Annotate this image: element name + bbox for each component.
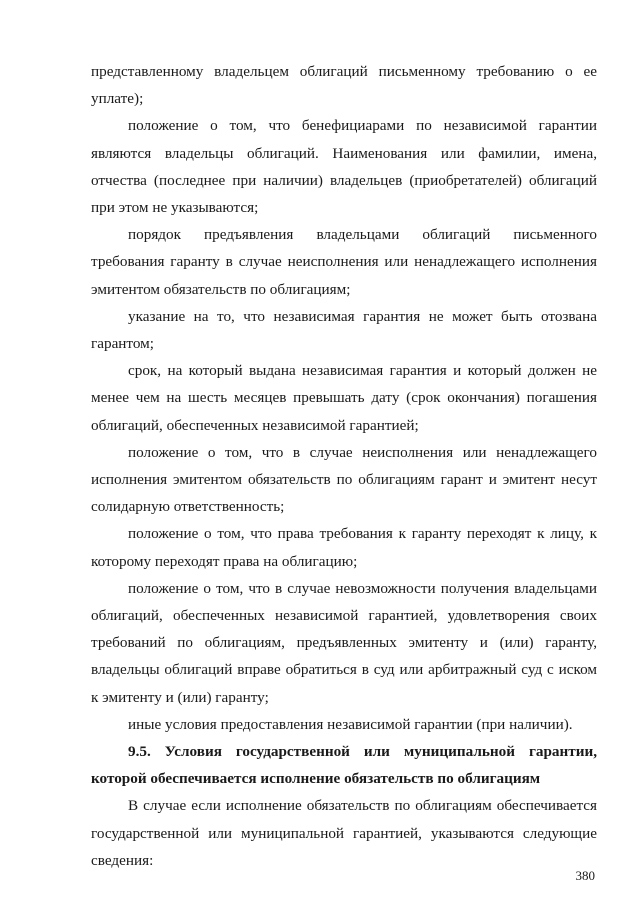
paragraph-court-recourse: положение о том, что в случае невозможности получения владельцами облигаций, обеспеченных независимой гарантией, удовлетворения своих требований по облигациям, предъявленных эмитенту и (или) гаранту, владельцы облигаций вправе обратиться в суд или арбитражный суд с иском к эмитенту и (или) гаранту; <box>91 579 597 706</box>
page-number: 380 <box>575 868 595 883</box>
paragraph-joint-liability: положение о том, что в случае неисполнения или ненадлежащего исполнения эмитентом обязательств по облигациям гарант и эмитент несут солидарную ответственность; <box>91 443 597 516</box>
paragraph-rights-transfer: положение о том, что права требования к гаранту переходят к лицу, к которому переходят права на облигацию; <box>91 525 597 570</box>
paragraph-irrevocability: указание на то, что независимая гарантия не может быть отозвана гарантом; <box>91 307 597 353</box>
paragraph-continuation: представленному владельцем облигаций письменному требованию о ее уплате); <box>91 63 597 108</box>
paragraph-other-conditions: иные условия предоставления независимой гарантии (при наличии). <box>128 715 573 733</box>
section-heading-9-5: 9.5. Условия государственной или муниципальной гарантии, которой обеспечивается исполнение обязательств по облигациям <box>91 743 597 788</box>
paragraph-beneficiaries-clause: положение о том, что бенефициарами по независимой гарантии являются владельцы облигаций. Наименования или фамилии, имена, отчества (последнее при наличии) владельцев (приобретателей) облигаций при этом не указываются; <box>91 117 597 217</box>
paragraph-claim-procedure: порядок предъявления владельцами облигаций письменного требования гаранту в случае неисполнения или ненадлежащего исполнения эмитентом обязательств по облигациям; <box>91 226 597 298</box>
document-body <box>91 58 597 874</box>
paragraph-state-guarantee-intro: В случае если исполнение обязательств по облигациям обеспечивается государственной или муниципальной гарантией, указываются следующие сведения: <box>91 797 597 869</box>
paragraph-guarantee-term: срок, на который выдана независимая гарантия и который должен не менее чем на шесть месяцев превышать дату (срок окончания) погашения облигаций, обеспеченных независимой гарантией; <box>91 362 597 434</box>
